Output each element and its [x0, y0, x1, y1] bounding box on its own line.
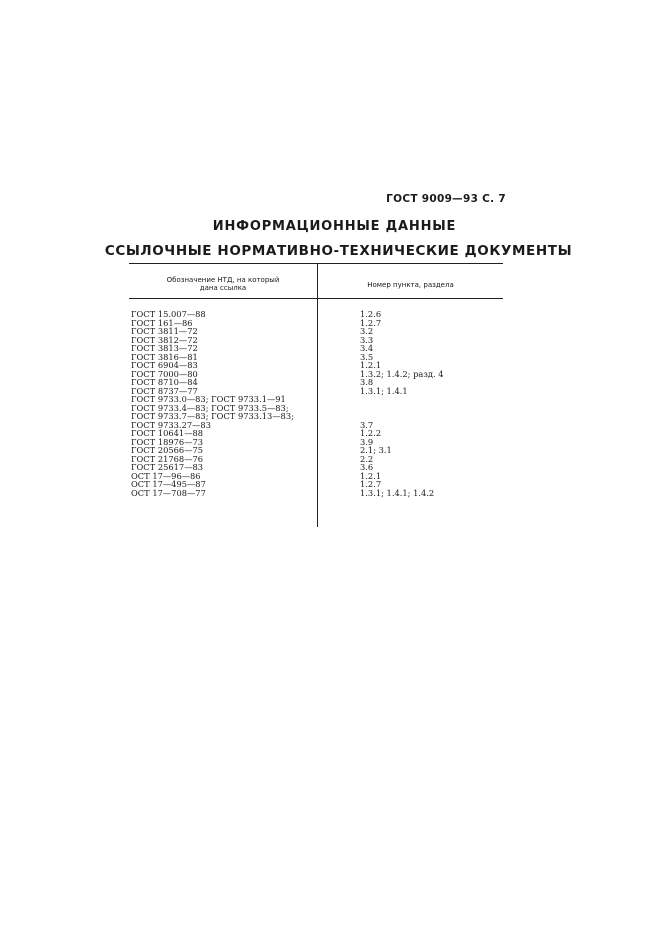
clause-cell: 1.2.7: [360, 317, 382, 328]
column-header-clause: Номер пункта, раздела: [367, 281, 454, 289]
clause-cell: 1.2.2: [360, 428, 382, 438]
clause-cell: 1.2.1: [360, 470, 382, 481]
table-top-rule: [129, 263, 503, 264]
column-header-reference-line2: дана ссылка: [199, 284, 247, 292]
clause-cell: 3.7: [360, 419, 374, 430]
clause-cell: [360, 395, 444, 404]
clause-cell: 2.2: [360, 453, 374, 464]
reference-cell: ГОСТ 3813—72: [131, 343, 198, 353]
reference-cell: ГОСТ 6904—83: [131, 360, 198, 370]
clause-cell: 3.3: [360, 334, 374, 345]
reference-cell: ГОСТ 9733.7—83; ГОСТ 9733.13—83;: [131, 411, 294, 421]
clause-cell: 3.5: [360, 351, 374, 362]
page-header: ГОСТ 9009—93 С. 7: [386, 193, 506, 205]
reference-cell: ОСТ 17—96—86: [131, 470, 201, 481]
clause-cell: 3.9: [360, 436, 374, 447]
clause-cell: 3.8: [360, 377, 374, 387]
reference-cell: ГОСТ 25617—83: [131, 462, 204, 472]
reference-cell: ГОСТ 10641—88: [131, 428, 204, 438]
clause-cell: 3.6: [360, 462, 374, 472]
reference-column: [131, 310, 294, 497]
clause-column: [360, 310, 444, 497]
table-header-rule: [129, 298, 503, 299]
section-title: ССЫЛОЧНЫЕ НОРМАТИВНО-ТЕХНИЧЕСКИЕ ДОКУМЕНТЫ: [104, 243, 573, 259]
reference-cell: ОСТ 17—495—87: [131, 479, 206, 489]
reference-cell: ГОСТ 161—86: [131, 317, 193, 328]
column-header-reference: [129, 276, 317, 292]
reference-cell: ГОСТ 8737—77: [131, 385, 198, 396]
column-header-reference-line1: Обозначение НТД, на который: [166, 276, 280, 284]
clause-cell: [360, 404, 444, 413]
reference-cell: ГОСТ 7000—80: [131, 368, 198, 379]
clause-cell: 1.2.1: [360, 360, 382, 370]
clause-cell: 1.2.7: [360, 479, 382, 489]
clause-cell: 2.1; 3.1: [360, 445, 392, 455]
reference-cell: ГОСТ 9733.4—83; ГОСТ 9733.5—83;: [131, 402, 289, 413]
reference-cell: ГОСТ 3812—72: [131, 334, 198, 345]
reference-cell: ГОСТ 8710—84: [131, 377, 198, 387]
clause-cell: 1.3.1; 1.4.1; 1.4.2: [360, 487, 435, 498]
reference-cell: ГОСТ 9733.0—83; ГОСТ 9733.1—91: [131, 394, 286, 404]
reference-cell: ГОСТ 3811—72: [131, 326, 198, 336]
clause-cell: 3.2: [360, 326, 374, 336]
reference-cell: ГОСТ 3816—81: [131, 351, 198, 362]
reference-cell: ГОСТ 9733.27—83: [131, 419, 211, 430]
reference-cell: ГОСТ 18976—73: [131, 436, 204, 447]
reference-cell: ГОСТ 20566—75: [131, 445, 204, 455]
clause-cell: 3.4: [360, 343, 374, 353]
clause-cell: 1.2.6: [360, 309, 382, 319]
reference-cell: ОСТ 17—708—77: [131, 487, 206, 498]
clause-cell: 1.3.1; 1.4.1: [360, 385, 408, 396]
table-column-divider: [317, 263, 318, 527]
clause-cell: 1.3.2; 1.4.2; разд. 4: [360, 368, 444, 379]
page-title: ИНФОРМАЦИОННЫЕ ДАННЫЕ: [212, 219, 457, 234]
reference-cell: ГОСТ 21768—76: [131, 453, 204, 464]
reference-cell: ГОСТ 15.007—88: [131, 309, 206, 319]
